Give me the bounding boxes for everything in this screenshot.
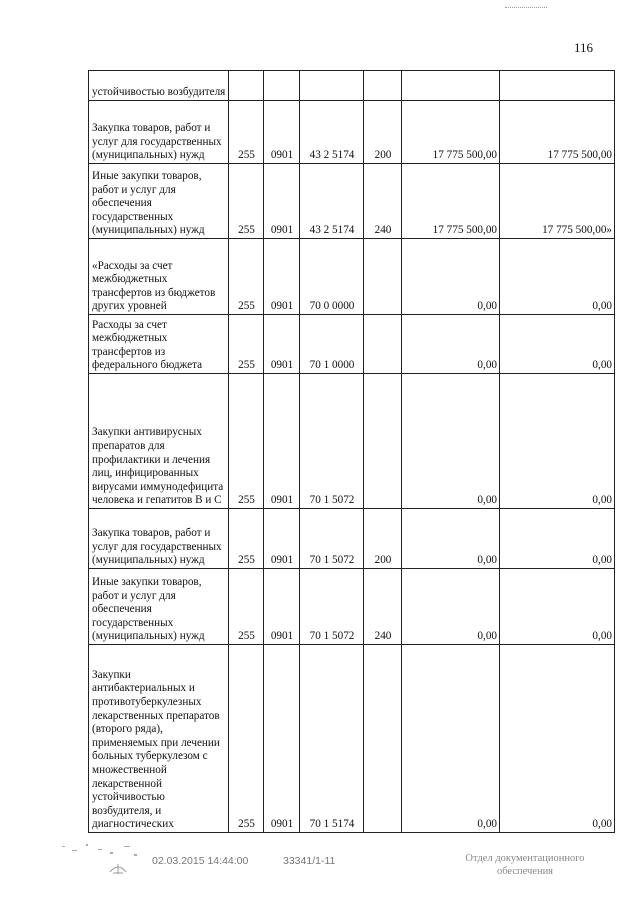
row-target-cell: 70 1 5072 xyxy=(300,374,364,509)
row-target-cell: 70 1 5072 xyxy=(300,569,364,645)
row-sum-total-cell: 0,00 xyxy=(500,509,615,569)
row-sum-total-cell: 0,00 xyxy=(500,315,615,374)
table-row xyxy=(89,509,615,569)
row-sum-total-cell: 0,00 xyxy=(500,239,615,315)
row-target-cell: 70 1 0000 xyxy=(300,315,364,374)
row-name-cell: Закупки антибактериальных и противотуберкулезных лекарственных препаратов (второго ряда), применяемых при лечении больных туберкулезом с множественной лекарственной устойчивостью возбудителя, и диагностических xyxy=(89,645,229,833)
row-grbs-cell: 255 xyxy=(229,509,264,569)
row-target-cell: 70 1 5174 xyxy=(300,645,364,833)
row-sum-2015-cell: 17 775 500,00 xyxy=(402,164,500,239)
row-vr-cell: 200 xyxy=(364,509,402,569)
table-row xyxy=(89,315,615,374)
row-vr-cell: 240 xyxy=(364,569,402,645)
row-sum-2015-cell: 0,00 xyxy=(402,374,500,509)
row-grbs-cell: 255 xyxy=(229,315,264,374)
row-section-cell: 0901 xyxy=(264,509,300,569)
row-vr-cell xyxy=(364,239,402,315)
row-sum-2015-cell: 0,00 xyxy=(402,645,500,833)
row-target-cell: 43 2 5174 xyxy=(300,101,364,164)
row-name-cell: Иные закупки товаров, работ и услуг для обеспечения государственных (муниципальных) нужд xyxy=(89,164,229,239)
row-sum-total-cell: 17 775 500,00 xyxy=(500,101,615,164)
row-vr-cell: 200 xyxy=(364,101,402,164)
row-grbs-cell: 255 xyxy=(229,101,264,164)
row-section-cell: 0901 xyxy=(264,101,300,164)
row-section-cell: 0901 xyxy=(264,239,300,315)
row-grbs-cell xyxy=(229,71,264,101)
row-vr-cell xyxy=(364,374,402,509)
table-row xyxy=(89,239,615,315)
row-section-cell: 0901 xyxy=(264,315,300,374)
row-grbs-cell: 255 xyxy=(229,239,264,315)
row-vr-cell xyxy=(364,315,402,374)
row-sum-total-cell: 0,00 xyxy=(500,569,615,645)
page-number: 116 xyxy=(574,40,594,55)
row-grbs-cell: 255 xyxy=(229,164,264,239)
row-section-cell xyxy=(264,71,300,101)
row-section-cell: 0901 xyxy=(264,569,300,645)
row-sum-total-cell: 17 775 500,00» xyxy=(500,164,615,239)
footer-datetime: 02.03.2015 14:44:00 xyxy=(152,855,249,867)
table-row xyxy=(89,71,615,101)
row-vr-cell xyxy=(364,71,402,101)
table-row xyxy=(89,164,615,239)
row-target-cell: 43 2 5174 xyxy=(300,164,364,239)
row-sum-2015-cell: 0,00 xyxy=(402,509,500,569)
row-section-cell: 0901 xyxy=(264,164,300,239)
row-target-cell: 70 0 0000 xyxy=(300,239,364,315)
row-section-cell: 0901 xyxy=(264,645,300,833)
scan-stamp-mark xyxy=(58,840,148,878)
row-sum-2015-cell: 0,00 xyxy=(402,239,500,315)
row-sum-total-cell xyxy=(500,71,615,101)
row-sum-total-cell: 0,00 xyxy=(500,374,615,509)
table-row xyxy=(89,645,615,833)
row-grbs-cell: 255 xyxy=(229,569,264,645)
row-section-cell: 0901 xyxy=(264,374,300,509)
row-sum-2015-cell: 0,00 xyxy=(402,315,500,374)
row-grbs-cell: 255 xyxy=(229,374,264,509)
row-name-cell: Иные закупки товаров, работ и услуг для обеспечения государственных (муниципальных) нужд xyxy=(89,569,229,645)
row-grbs-cell: 255 xyxy=(229,645,264,833)
row-target-cell xyxy=(300,71,364,101)
row-name-cell: Закупки антивирусных препаратов для профилактики и лечения лиц, инфицированных вирусами иммунодефицита человека и гепатитов В и С xyxy=(89,374,229,509)
row-sum-2015-cell: 0,00 xyxy=(402,569,500,645)
row-vr-cell xyxy=(364,645,402,833)
row-name-cell: «Расходы за счет межбюджетных трансфертов из бюджетов других уровней xyxy=(89,239,229,315)
footer-department-stamp: Отдел документационного обеспечения xyxy=(465,853,585,877)
table-row xyxy=(89,374,615,509)
budget-table xyxy=(88,70,615,833)
row-sum-total-cell: 0,00 xyxy=(500,645,615,833)
row-target-cell: 70 1 5072 xyxy=(300,509,364,569)
row-sum-2015-cell xyxy=(402,71,500,101)
row-name-cell: Расходы за счет межбюджетных трансфертов из федерального бюджета xyxy=(89,315,229,374)
table-row xyxy=(89,101,615,164)
table-row xyxy=(89,569,615,645)
top-scan-mark xyxy=(505,7,547,8)
row-name-cell: Закупка товаров, работ и услуг для государственных (муниципальных) нужд xyxy=(89,101,229,164)
budget-table-body xyxy=(89,71,615,833)
row-vr-cell: 240 xyxy=(364,164,402,239)
row-name-cell: устойчивостью возбудителя xyxy=(89,71,229,101)
footer-doc-code: 33341/1-11 xyxy=(283,855,336,867)
row-sum-2015-cell: 17 775 500,00 xyxy=(402,101,500,164)
row-name-cell: Закупка товаров, работ и услуг для государственных (муниципальных) нужд xyxy=(89,509,229,569)
